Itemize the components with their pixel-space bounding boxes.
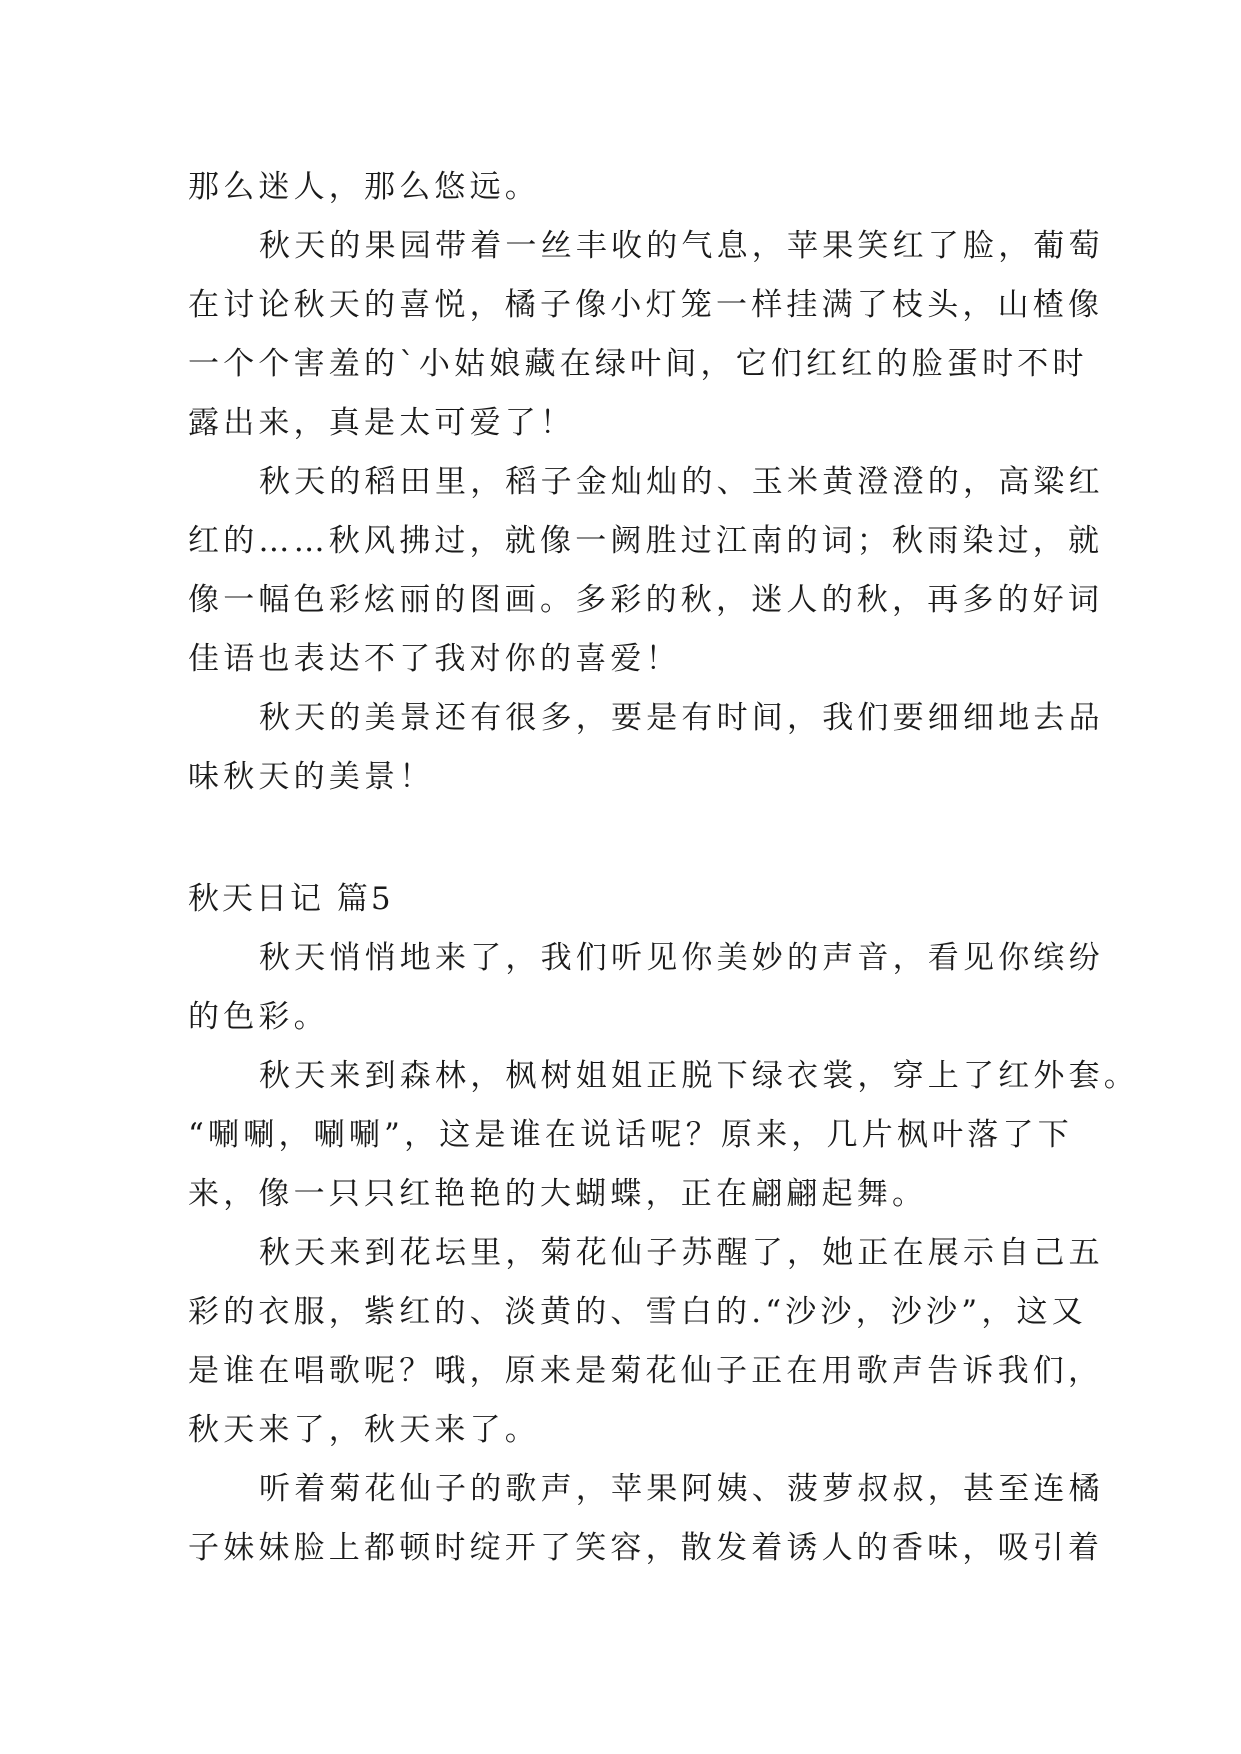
text-line: 彩的衣服，紫红的、淡黄的、雪白的.“沙沙，沙沙”，这又	[188, 1294, 1087, 1330]
text-line: 像一幅色彩炫丽的图画。多彩的秋，迷人的秋，再多的好词	[188, 582, 1104, 618]
text-line: 露出来，真是太可爱了！	[188, 405, 576, 441]
text-line: 是谁在唱歌呢？哦，原来是菊花仙子正在用歌声告诉我们，	[188, 1353, 1104, 1389]
text-line: 味秋天的美景！	[188, 759, 435, 795]
text-line: 秋天来到森林，枫树姐姐正脱下绿衣裳，穿上了红外套。	[259, 1058, 1139, 1094]
text-line: 秋天悄悄地来了，我们听见你美妙的声音，看见你缤纷	[259, 940, 1104, 976]
section-spacer	[188, 807, 1048, 870]
text-line: 听着菊花仙子的歌声，苹果阿姨、菠萝叔叔，甚至连橘	[259, 1471, 1104, 1507]
text-line: 秋天的果园带着一丝丰收的气息，苹果笑红了脸，葡萄	[259, 228, 1104, 264]
text-line: 在讨论秋天的喜悦，橘子像小灯笼一样挂满了枝头，山楂像	[188, 287, 1104, 323]
paragraph	[188, 1460, 1104, 1578]
paragraph	[188, 929, 1104, 1047]
text-line: 秋天的稻田里，稻子金灿灿的、玉米黄澄澄的，高粱红	[259, 464, 1104, 500]
text-line: 的色彩。	[188, 999, 329, 1035]
text-line: 那么迷人，那么悠远。	[188, 169, 540, 205]
text-line: 来，像一只只红艳艳的大蝴蝶，正在翩翩起舞。	[188, 1176, 928, 1212]
text-line: 秋天来到花坛里，菊花仙子苏醒了，她正在展示自己五	[259, 1235, 1104, 1271]
paragraph	[188, 217, 1104, 453]
text-line: 秋天来了，秋天来了。	[188, 1412, 540, 1448]
text-line: 佳语也表达不了我对你的喜爱！	[188, 641, 681, 677]
section-heading: 秋天日记 篇5	[188, 881, 394, 917]
text-line: “唰唰，唰唰”，这是谁在说话呢？原来，几片枫叶落了下	[188, 1117, 1073, 1153]
document-body	[188, 158, 1139, 1578]
text-line: 子妹妹脸上都顿时绽开了笑容，散发着诱人的香味，吸引着	[188, 1530, 1104, 1566]
text-line: 秋天的美景还有很多，要是有时间，我们要细细地去品	[259, 700, 1104, 736]
text-line: 一个个害羞的`小姑娘藏在绿叶间，它们红红的脸蛋时不时	[188, 346, 1088, 382]
paragraph	[188, 689, 1104, 807]
text-line: 红的……秋风拂过，就像一阙胜过江南的词；秋雨染过，就	[188, 523, 1104, 559]
paragraph	[188, 1047, 1139, 1224]
paragraph	[188, 1224, 1104, 1460]
paragraph	[188, 453, 1104, 689]
